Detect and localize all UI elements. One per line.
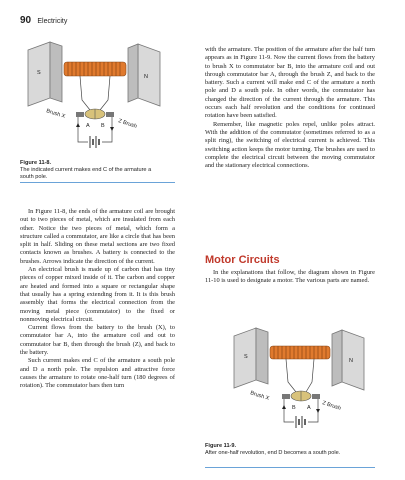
page-number: 90	[20, 15, 32, 26]
brush-x	[282, 394, 290, 399]
paragraph: Such current makes end C of the armature a south pole and D a north pole. The repulsion and attractive force causes the armature to rotate one-half turn (180 degrees of rotation). The commutator bars then turn	[20, 357, 175, 390]
north-pole-label: N	[349, 358, 353, 364]
left-column-text	[20, 208, 175, 391]
motor-circuits-text	[205, 269, 375, 286]
figure-11-9-title: Figure 11-9.	[205, 443, 237, 449]
south-pole-label: S	[37, 70, 41, 76]
section-title: Electricity	[37, 18, 68, 25]
bar-a-label: A	[86, 123, 90, 129]
section-heading: Motor Circuits	[205, 254, 280, 266]
north-pole-block	[138, 44, 160, 106]
caption-divider	[205, 467, 375, 468]
brush-x	[76, 112, 84, 117]
north-pole-label: N	[144, 74, 148, 80]
figure-11-9-text: After one-half revolution, end D becomes a south pole.	[205, 450, 341, 456]
brush-x-label: Brush X	[45, 108, 66, 120]
brush-z-label: Z Brush	[321, 400, 342, 412]
brush-x-label: Brush X	[249, 390, 270, 402]
brush-z	[106, 112, 114, 117]
bar-b-label: B	[292, 405, 296, 411]
figure-11-8-text: The indicated current makes end C of the armature a south pole.	[20, 167, 152, 180]
page-header	[20, 15, 67, 26]
figure-11-8-caption	[20, 160, 165, 181]
armature-coil	[270, 346, 330, 359]
paragraph: Current flows from the battery to the brush (X), to commutator bar A, into the armature coil and out to commutator bar B, then through the brush (Z), and back to the battery.	[20, 324, 175, 357]
brush-z	[312, 394, 320, 399]
figure-11-8-title: Figure 11-8.	[20, 160, 52, 166]
armature-coil	[64, 62, 126, 76]
brush-z-label: Z Brush	[117, 118, 138, 130]
paragraph: with the armature. The position of the armature after the half turn appears as in Figure 11-9. Now the current flows from the battery to brush X to commutator bar B, into the armature coil and out through commutator bar A, through the brush Z, and back to the battery. Such a current will make end C of the armature a north pole and D a south pole. In other words, the commutator has changed the direction of the current through the armature. This occurs each half revolution and the conditions for continued rotation have been satisfied.	[205, 46, 375, 120]
figure-11-9-caption	[205, 443, 355, 457]
bar-a-label: A	[307, 405, 311, 411]
battery-symbol	[296, 416, 305, 428]
motor-diagram-figure-11-9	[212, 318, 382, 438]
paragraph: Remember, like magnetic poles repel, unlike poles attract. With the addition of the commutator (sometimes referred to as a split ring), the switching of electrical current is achieved. This switching action keeps the motor turning. The brushes are used to complete the electrical circuit between the moving commutator and the stationary electrical connections.	[205, 120, 375, 170]
battery-symbol	[90, 136, 99, 148]
south-pole-label: S	[244, 354, 248, 360]
paragraph: In Figure 11-8, the ends of the armature coil are brought out to two pieces of metal, which are insulated from each other. Notice the two pieces of metal, which form a structure called a commutator, are like a circle that has been split in half. Sliding on these metal sections are two fixed contacts known as brushes. A battery is connected to the brushes. Arrows indicate the direction of the current.	[20, 208, 175, 265]
paragraph: An electrical brush is made up of carbon that has tiny pieces of copper mixed inside of it. The carbon and copper are heated and formed into a square or rectangular shape that usually has a spring extending from it. It is this brush assembly that forms the electrical connection from the moving metal piece (commutator) to the fixed or nonmoving electrical circuit.	[20, 266, 175, 323]
right-column-text	[205, 46, 375, 170]
motor-diagram-figure-11-8	[20, 30, 185, 160]
caption-divider	[20, 182, 175, 183]
paragraph: In the explanations that follow, the diagram shown in Figure 11-10 is used to designate a motor. The various parts are named.	[205, 269, 375, 285]
bar-b-label: B	[101, 123, 105, 129]
north-pole-block	[342, 330, 364, 390]
